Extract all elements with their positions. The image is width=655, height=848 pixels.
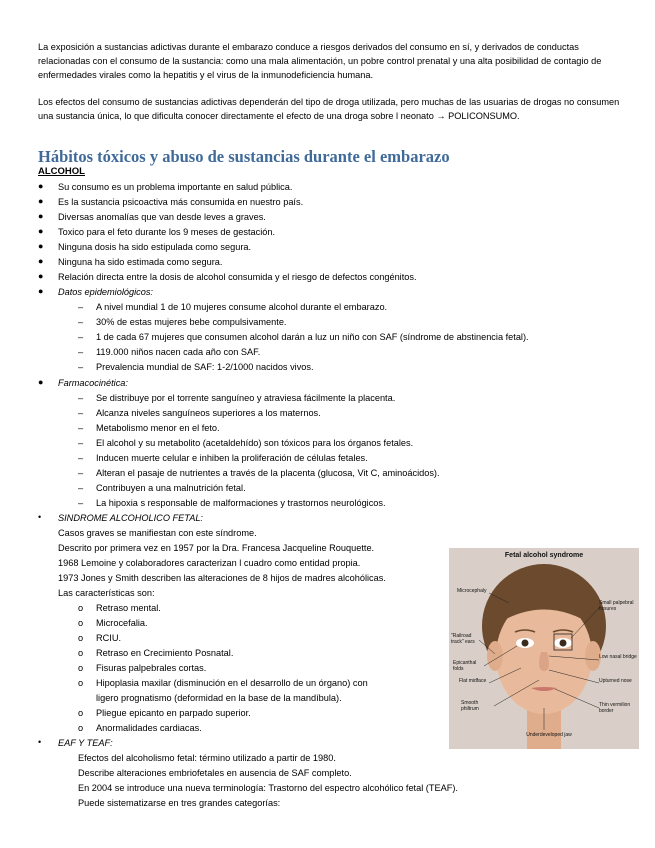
farmaco-item: Metabolismo menor en el feto. (96, 423, 220, 433)
saf-line: 1973 Jones y Smith describen las alteraciones de 8 hijos de madres alcohólicas. (58, 573, 386, 583)
bullet-item: Diversas anomalías que van desde leves a graves. (58, 212, 266, 222)
teaf-line: Puede sistematizarse en tres grandes categorías: (78, 798, 281, 808)
bullet-icon: ● (38, 196, 44, 206)
dash-icon: – (78, 332, 84, 342)
bullet-icon: ● (38, 181, 44, 191)
bullet-icon: ● (38, 241, 44, 251)
bullet-icon: ● (38, 286, 44, 296)
teaf-line: Efectos del alcoholismo fetal: término utilizado a partir de 1980. (78, 753, 336, 763)
farmaco-item: Alcanza niveles sanguíneos superiores a los maternos. (96, 408, 321, 418)
epidemio-item: 119.000 niños nacen cada año con SAF. (96, 347, 261, 357)
bullet-item: Ninguna ha sido estimada como segura. (58, 257, 223, 267)
circle-bullet-icon: o (78, 678, 84, 688)
farmaco-item: Contribuyen a una malnutrición fetal. (96, 483, 246, 493)
saf-feature: Microcefalia. (96, 618, 148, 628)
farmaco-item: La hipoxia s responsable de malformaciones y trastornos neurológicos. (96, 498, 386, 508)
figure-label: Smooth philtrum (461, 700, 479, 712)
bullet-item: Ninguna dosis ha sido estipulada como segura. (58, 242, 252, 252)
figure-label: Low nasal bridge (599, 654, 637, 660)
figure-label: Thin vermilion border (599, 702, 631, 714)
dash-icon: – (78, 347, 84, 357)
figure-label: Flat midface (459, 678, 487, 684)
intro-paragraph-1: La exposición a sustancias adictivas durante el embarazo conduce a riesgos derivados del consumo en sí, y derivados de conductas relacionadas con el consumo de la sustancia: como una mala alimentación, un pobre control prenatal y una alta posibilidad de contagio de enfermedades virales como la hepatitis y el virus de la inmunodeficiencia humana. (38, 42, 602, 80)
epidemio-item: A nivel mundial 1 de 10 mujeres consume alcohol durante el embarazo. (96, 302, 388, 312)
circle-bullet-icon: o (78, 633, 84, 643)
figure-label: Underdeveloped jaw (526, 732, 572, 738)
bullet-item: Toxico para el feto durante los 9 meses de gestación. (58, 227, 276, 237)
circle-bullet-icon: o (78, 603, 84, 613)
figure-label: Microcephaly (457, 588, 487, 594)
dash-icon: – (78, 362, 84, 372)
epidemio-title: Datos epidemiológicos: (58, 287, 153, 297)
figure-label: Epicanthal folds (453, 660, 477, 672)
circle-bullet-icon: o (78, 648, 84, 658)
bullet-icon: ● (38, 271, 44, 281)
figure-label: Upturned nose (599, 678, 632, 684)
saf-line: Casos graves se manifiestan con este síndrome. (58, 528, 257, 538)
dash-icon: – (78, 408, 84, 418)
child-face-illustration (449, 548, 639, 749)
bullet-icon: ● (38, 256, 44, 266)
saf-feature: ligero prognatismo (deformidad en la base de la mandíbula). (96, 693, 342, 703)
farmaco-item: Inducen muerte celular e inhiben la proliferación de células fetales. (96, 453, 368, 463)
bullet-item: Relación directa entre la dosis de alcohol consumida y el riesgo de defectos congénitos. (58, 272, 417, 282)
dash-icon: – (78, 438, 84, 448)
section-title: Hábitos tóxicos y abuso de sustancias durante el embarazo (38, 147, 450, 166)
dash-icon: – (78, 483, 84, 493)
circle-bullet-icon: o (78, 618, 84, 628)
dash-icon: – (78, 317, 84, 327)
epidemio-item: 1 de cada 67 mujeres que consumen alcohol darán a luz un niño con SAF (síndrome de abstinencia fetal). (96, 332, 529, 342)
figure-label: Small palpebral fissures (599, 600, 634, 612)
farmaco-title: Farmacocinética: (58, 378, 128, 388)
epidemio-item: Prevalencia mundial de SAF: 1-2/1000 nacidos vivos. (96, 362, 314, 372)
epidemio-item: 30% de estas mujeres bebe compulsivamente. (96, 317, 287, 327)
bullet-item: Es la sustancia psicoactiva más consumida en nuestro país. (58, 197, 304, 207)
saf-feature: Hipoplasia maxilar (disminución en el desarrollo de un órgano) con (96, 678, 368, 688)
bullet-icon: • (38, 737, 42, 747)
bullet-item: Su consumo es un problema importante en salud pública. (58, 182, 293, 192)
fetal-alcohol-syndrome-figure (449, 548, 639, 749)
farmaco-item: Se distribuye por el torrente sanguíneo y atraviesa fácilmente la placenta. (96, 393, 396, 403)
farmaco-item: El alcohol y su metabolito (acetaldehído) son tóxicos para los órganos fetales. (96, 438, 414, 448)
saf-line: 1968 Lemoine y colaboradores caracterizan l cuadro como entidad propia. (58, 558, 361, 568)
saf-feature: RCIU. (96, 633, 122, 643)
teaf-title: EAF Y TEAF: (58, 738, 113, 748)
bullet-icon: ● (38, 226, 44, 236)
dash-icon: – (78, 453, 84, 463)
bullet-icon: ● (38, 377, 44, 387)
saf-feature: Fisuras palpebrales cortas. (96, 663, 207, 673)
circle-bullet-icon: o (78, 663, 84, 673)
saf-feature: Anormalidades cardiacas. (96, 723, 202, 733)
farmaco-item: Alteran el pasaje de nutrientes a través de la placenta (glucosa, Vit C, aminoácidos). (96, 468, 440, 478)
circle-bullet-icon: o (78, 723, 84, 733)
bullet-icon: • (38, 512, 42, 522)
figure-label: "Railroad track" ears (451, 633, 475, 645)
dash-icon: – (78, 498, 84, 508)
bullet-icon: ● (38, 211, 44, 221)
section-subtitle: ALCOHOL (38, 166, 85, 177)
saf-feature: Retraso mental. (96, 603, 161, 613)
saf-title: SINDROME ALCOHOLICO FETAL: (58, 513, 203, 523)
saf-feature: Retraso en Crecimiento Posnatal. (96, 648, 234, 658)
saf-line: Descrito por primera vez en 1957 por la Dra. Francesa Jacqueline Rouquette. (58, 543, 375, 553)
dash-icon: – (78, 393, 84, 403)
figure-caption: Fetal alcohol syndrome (504, 552, 584, 559)
teaf-line: Describe alteraciones embriofetales en ausencia de SAF completo. (78, 768, 352, 778)
dash-icon: – (78, 468, 84, 478)
dash-icon: – (78, 423, 84, 433)
teaf-line: En 2004 se introduce una nueva terminología: Trastorno del espectro alcohólico fetal (TEAF). (78, 783, 458, 793)
saf-feature: Pliegue epicanto en parpado superior. (96, 708, 251, 718)
circle-bullet-icon: o (78, 708, 84, 718)
saf-line: Las características son: (58, 588, 155, 598)
intro-paragraph-2: Los efectos del consumo de sustancias adictivas dependerán del tipo de droga utilizada, pero muchas de las usuarias de drogas no consumen una sustancia única, lo que dificulta conocer directamente el efecto de una droga sobre l neonato → POLICONSUMO. (38, 97, 620, 121)
dash-icon: – (78, 302, 84, 312)
